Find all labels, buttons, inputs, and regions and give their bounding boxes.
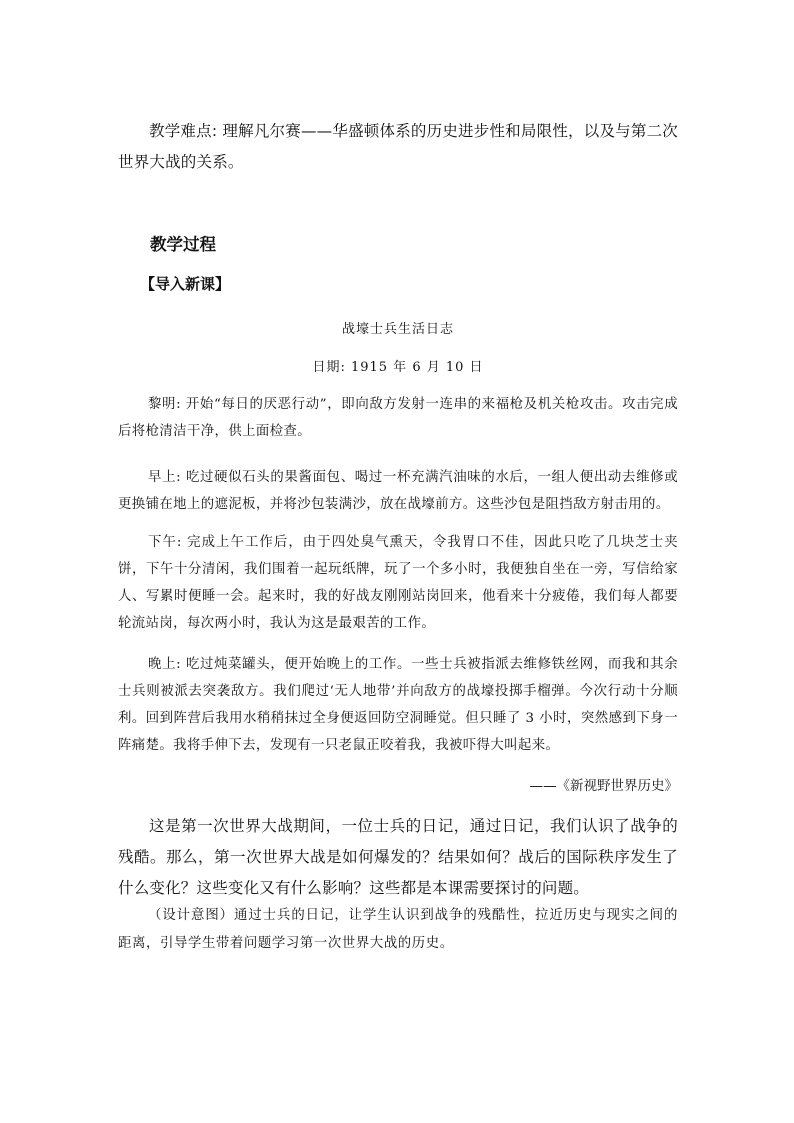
- intro-heading: 【导入新课】: [140, 275, 231, 293]
- diary-title: 战壕士兵生活日志: [341, 322, 454, 337]
- teaching-difficulty: [118, 116, 678, 178]
- design-note: （设计意图）通过士兵的日记，让学生认识到战争的残酷性，拉近历史与现实之间的距离，引导学生带着问题学习第一次世界大战的历史。: [118, 908, 678, 951]
- diary-entry-morning: 早上: 吃过硬似石头的果酱面包、喝过一杯充满汽油味的水后，一组人便出动去维修或更换铺在地上的遮泥板，并将沙包装满沙，放在战壕前方。这些沙包是阻挡敌方射击用的。: [118, 470, 678, 512]
- diary-source: ——《新视野世界历史》: [529, 778, 678, 794]
- diary-entry-evening: 晚上: 吃过炖菜罐头，便开始晚上的工作。一些士兵被指派去维修铁丝网，而我和其余士兵则被派去突袭敌方。我们爬过‘无人地带’并向敌方的战壕投掷手榴弹。今次行动十分顺利。回到阵营后我用水稍稍抹过全身便返回防空洞睡觉。但只睡了 3 小时，突然感到下身一阵痛楚。我将手伸下去，发现有一只老鼠正咬着我，我被吓得大叫起来。: [118, 657, 678, 753]
- diary-entry-dawn: 黎明: 开始“每日的厌恶行动”，即向敌方发射一连串的来福枪及机关枪攻击。攻击完成后将枪清洁干净，供上面检查。: [118, 397, 678, 439]
- intro-paragraph: [118, 811, 678, 904]
- teaching-process-heading: 教学过程: [150, 235, 216, 254]
- diary-date: 日期: 1915 年 6 月 10 日: [312, 360, 484, 375]
- intro-paragraph-text: 这是第一次世界大战期间，一位士兵的日记，通过日记，我们认识了战争的残酷。那么，第一次世界大战是如何爆发的？结果如何？战后的国际秩序发生了什么变化？这些变化又有什么影响？这些都是本课需要探讨的问题。: [118, 817, 678, 897]
- diary-entry-afternoon: 下午: 完成上午工作后，由于四处臭气熏天，令我胃口不佳，因此只吃了几块芝士夹饼，下午十分清闲，我们围着一起玩纸牌，玩了一个多小时，我便独自坐在一旁，写信给家人、写累时便睡一会。起来时，我的好战友刚刚站岗回来，他看来十分疲倦，我们每人都要轮流站岗，每次两小时，我认为这是最艰苦的工作。: [118, 535, 678, 631]
- teaching-difficulty-text: 教学难点: 理解凡尔赛——华盛顿体系的历史进步性和局限性，以及与第二次世界大战的关系。: [118, 122, 678, 171]
